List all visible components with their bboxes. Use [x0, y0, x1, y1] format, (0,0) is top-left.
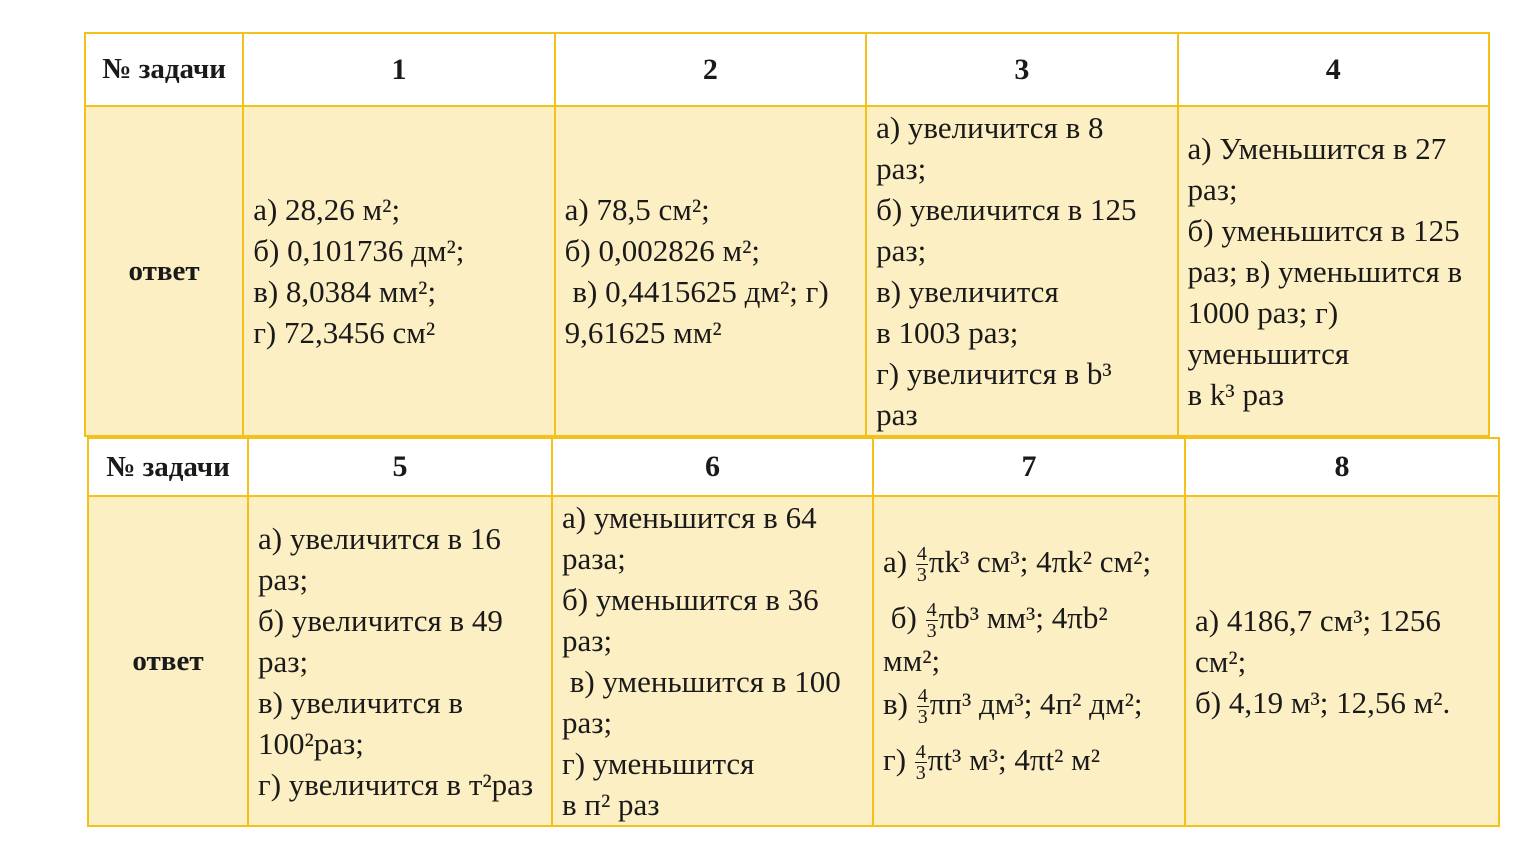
answer-line: а) 28,26 м²;: [253, 192, 401, 227]
formula-line-d: [883, 732, 1180, 788]
fraction-denominator: 3: [916, 564, 927, 587]
header-row: [85, 33, 1489, 106]
answer-line: б) увеличится в 125: [876, 192, 1137, 227]
fraction-denominator: 3: [915, 762, 926, 785]
answer-line: раз;: [562, 705, 613, 740]
answer-label: ответ: [88, 496, 248, 826]
answer-line: раз;: [258, 643, 309, 679]
answer-line: б) уменьшится в 125: [1187, 212, 1460, 248]
task-number-8: 8: [1185, 438, 1499, 496]
answer-line: в) 0,4415625 дм²; г): [564, 274, 829, 309]
task-number-label: № задачи: [88, 438, 248, 496]
answer-cell-4: [1178, 106, 1489, 436]
task-number-label: № задачи: [85, 33, 243, 106]
answer-line: см²;: [1195, 643, 1247, 679]
answer-line: в) уменьшится в 100: [562, 664, 841, 699]
task-number-2: 2: [555, 33, 866, 106]
formula-line-b-cont: мм²;: [883, 643, 941, 678]
answer-row: [88, 496, 1499, 826]
answer-line: в 1003 раз;: [876, 315, 1019, 350]
answer-label: ответ: [85, 106, 243, 436]
answer-line: раз;: [258, 561, 309, 597]
answer-cell-3: [866, 106, 1177, 436]
answer-line: а) увеличится в 8: [876, 110, 1104, 145]
answer-line: 9,61625 мм²: [564, 315, 722, 350]
answer-line: раз;: [876, 233, 927, 268]
answer-line: раз;: [562, 623, 613, 658]
answer-line: г) 72,3456 см²: [253, 315, 436, 350]
task-number-3: 3: [866, 33, 1177, 106]
item-prefix: в): [883, 686, 908, 721]
answers-table-2: [87, 437, 1500, 827]
task-number-1: 1: [243, 33, 554, 106]
task-number-7: 7: [873, 438, 1185, 496]
answer-cell-5: [248, 496, 552, 826]
formula-text: πt³ м³; 4πt² м²: [927, 742, 1101, 777]
fraction-numerator: 4: [916, 543, 927, 566]
answers-table-1: [84, 32, 1490, 437]
item-prefix: б): [883, 600, 917, 635]
answer-cell-1: [243, 106, 554, 436]
fraction-numerator: 4: [915, 741, 926, 764]
answer-line: б) увеличится в 49: [258, 602, 503, 638]
answer-line: а) увеличится в 16: [258, 520, 501, 556]
formula-line-a: [883, 534, 1180, 590]
answer-line: а) Уменьшится в 27: [1187, 130, 1447, 166]
task-number-4: 4: [1178, 33, 1489, 106]
answer-cell-8: [1185, 496, 1499, 826]
answer-line: 100²раз;: [258, 725, 364, 761]
fraction-denominator: 3: [926, 620, 937, 643]
answer-cell-7: [873, 496, 1185, 826]
answer-line: в) увеличится: [876, 274, 1059, 309]
answer-line: г) увеличится в т²раз: [258, 766, 534, 802]
task-number-5: 5: [248, 438, 552, 496]
answer-line: б) уменьшится в 36: [562, 582, 819, 617]
answer-line: в k³ раз: [1187, 376, 1284, 412]
formula-text: πb³ мм³; 4πb²: [938, 600, 1108, 635]
item-prefix: а): [883, 544, 908, 579]
answer-line: б) 0,101736 дм²;: [253, 233, 465, 268]
answer-line: а) 78,5 см²;: [564, 192, 710, 227]
fraction: [915, 742, 927, 783]
answer-line: г) уменьшится: [562, 746, 755, 781]
fraction: [917, 686, 929, 727]
item-prefix: г): [883, 742, 907, 777]
formula-line-c: [883, 676, 1180, 732]
answer-line: уменьшится: [1187, 335, 1350, 371]
fraction-denominator: 3: [917, 706, 928, 729]
answer-line: 1000 раз; г): [1187, 294, 1339, 330]
fraction: [916, 544, 928, 585]
answer-line: раз;: [876, 151, 927, 186]
task-number-6: 6: [552, 438, 873, 496]
answer-line: а) 4186,7 см³; 1256: [1195, 602, 1441, 638]
answer-line: б) 4,19 м³; 12,56 м².: [1195, 684, 1451, 720]
answer-cell-2: [555, 106, 866, 436]
formula-line-b: [883, 590, 1180, 646]
formula-text: πп³ дм³; 4п² дм²;: [929, 686, 1143, 721]
answer-line: в) 8,0384 мм²;: [253, 274, 437, 309]
answer-line: раз; в) уменьшится в: [1187, 253, 1463, 289]
answer-line: раз;: [1187, 171, 1238, 207]
answer-line: б) 0,002826 м²;: [564, 233, 761, 268]
fraction-numerator: 4: [926, 599, 937, 622]
header-row: [88, 438, 1499, 496]
answer-line: а) уменьшится в 64: [562, 500, 817, 535]
answer-line: в п² раз: [562, 787, 660, 822]
answer-cell-6: [552, 496, 873, 826]
answer-line: раз: [876, 397, 918, 432]
answer-line: раза;: [562, 541, 626, 576]
formula-text: πk³ см³; 4πk² см²;: [928, 544, 1152, 579]
answer-row: [85, 106, 1489, 436]
answer-line: г) увеличится в b³: [876, 356, 1112, 391]
fraction-numerator: 4: [917, 685, 928, 708]
answer-line: в) увеличится в: [258, 684, 463, 720]
fraction: [926, 600, 938, 641]
